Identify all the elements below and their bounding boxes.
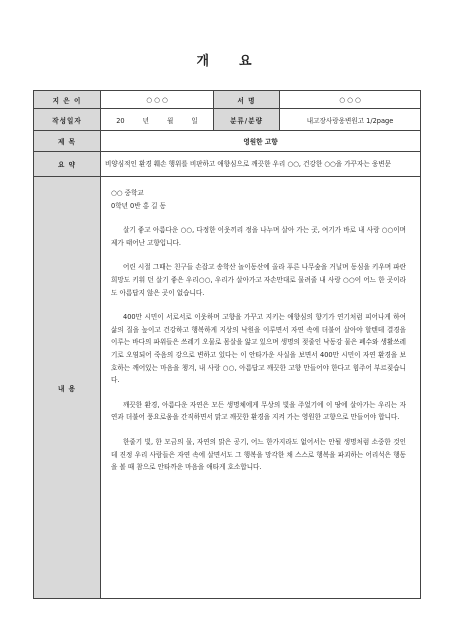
date-year-unit: 년 <box>142 116 149 125</box>
student-line: 0학년 0반 홍 길 동 <box>111 201 166 210</box>
author-label: 지 은 이 <box>34 91 101 109</box>
signature-value: ○ ○ ○ <box>280 91 421 109</box>
category-value: 내고장사랑웅변원고 1/2page <box>280 109 421 131</box>
paragraph-2: 어린 시절 그때는 친구들 손잡고 송학산 놀이동산에 올라 푸른 나무숲을 거닐며 동심을 키우며 파란 희망도 키워 던 살기 좋은 우리○○, 우리가 살아가고 자손만대로 물려줄 내 사랑 ○○이 어느 한 곳이라도 아름답지 않은 곳이 없습니다. <box>111 263 407 297</box>
title-label: 제 목 <box>34 131 101 152</box>
date-year: 20 <box>116 116 125 125</box>
date-label: 작성일자 <box>34 109 101 131</box>
date-value <box>101 109 214 131</box>
title-value: 영원한 고향 <box>101 131 421 152</box>
page-title-char-1: 개 <box>196 54 211 69</box>
school-line: ○○ 중학교 <box>111 189 144 197</box>
date-day-unit: 일 <box>191 116 198 125</box>
page-title-char-2: 요 <box>239 54 254 69</box>
summary-value: 비양심적인 환경 훼손 행위를 비판하고 애향심으로 깨끗한 우리 ○○, 건강한 ○○을 가꾸자는 웅변문 <box>101 152 421 177</box>
summary-label: 요 약 <box>34 152 101 177</box>
category-label: 분류/분량 <box>214 109 280 131</box>
paragraph-1: 살기 좋고 아름다운 ○○, 다정한 이웃끼리 정을 나누며 살아 가는 곳, 여기가 바로 내 사랑 ○○이며 제가 태어난 고향입니다. <box>111 226 407 247</box>
signature-label: 서 명 <box>214 91 280 109</box>
paragraph-4: 깨끗한 환경, 아름다운 자연은 모든 생명체에게 무상의 빛을 주었기에 이 땅에 살아가는 우리는 자연과 더불어 풍요로움을 간직하면서 맑고 깨끗한 환경을 지켜 가는 영원한 고향으로 만들어야 합니다. <box>111 400 407 422</box>
form-table <box>33 90 421 599</box>
content-label: 내 용 <box>34 177 101 599</box>
author-value: ○ ○ ○ <box>101 91 214 109</box>
content-body <box>101 177 421 599</box>
date-month-unit: 월 <box>167 116 174 125</box>
paragraph-5: 한줄기 빛, 한 모금의 물, 자연의 맑은 공기, 어느 한가지라도 없어서는 안될 생명처럼 소중한 것인데 진정 우리 사람들은 자연 속에 살면서도 그 행복을 망각한 채 스스로 행복을 파괴하는 어리석은 행동을 볼 때 참으로 안타까운 마음을 애타게 호소합니다. <box>111 437 407 472</box>
page-title <box>0 50 450 69</box>
paragraph-3: 400만 시민이 서로서로 이웃하며 고향을 가꾸고 지키는 애향심의 향기가 연기처럼 피어나게 하여 삶의 질을 높이고 건강하고 행복하게 지상의 낙원을 이루면서 자연 속에 더불어 살아야 할텐데 결경을 이루는 바다의 파위들은 쓰레기 오물로 몸살을 앓고 있으며 생명의 젖줄인 낙동강 물은 폐수와 생활쓰레기로 오염되어 죽음의 강으로 변하고 있다는 이 안타가운 사실을 보면서 400만 시민이 자연 환경을 보호하는 깨어있는 마음을 챙겨, 내 사랑 ○○, 아름답고 깨끗한 고향 만들어야 한다고 힘주어 부르짖습니다. <box>111 313 407 385</box>
